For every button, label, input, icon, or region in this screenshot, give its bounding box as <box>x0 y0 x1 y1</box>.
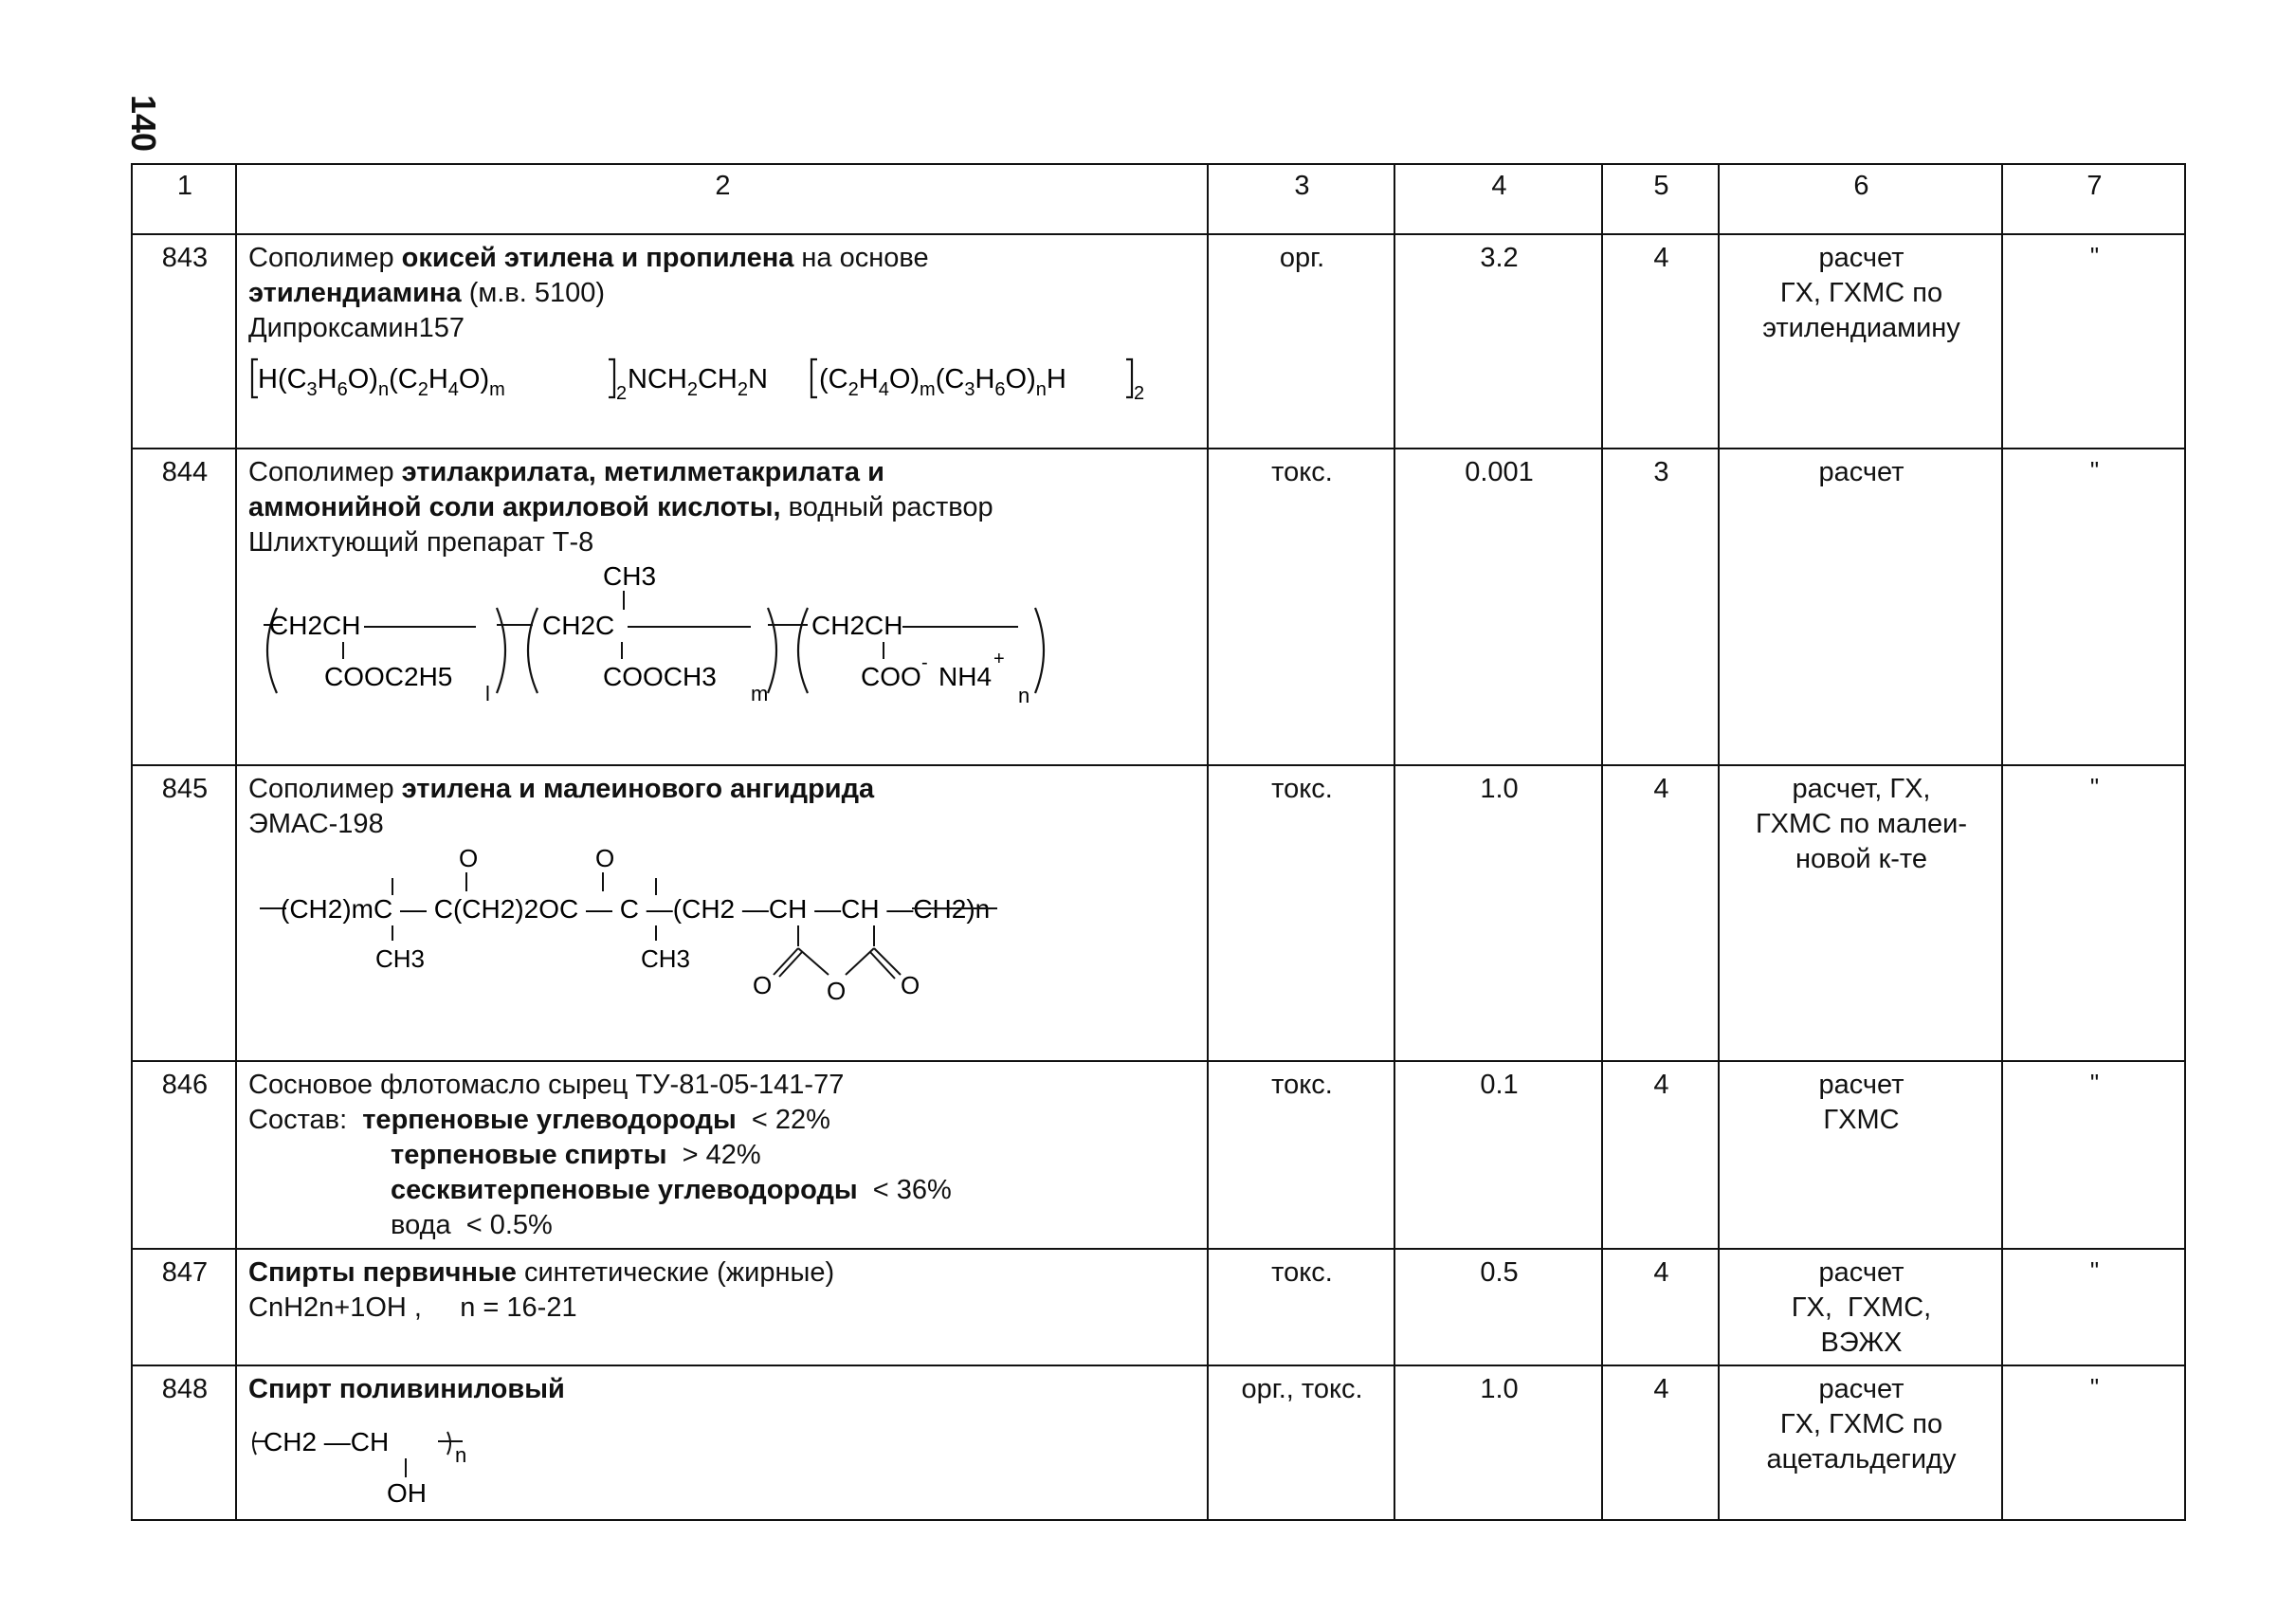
svg-text:2: 2 <box>616 383 628 405</box>
svg-text:O: O <box>753 971 773 1000</box>
method-cell: расчет ГХ, ГХМС по ацетальдегиду <box>1719 1365 2002 1520</box>
method-cell: расчет ГХ, ГХМС по этилендиамину <box>1719 234 2002 449</box>
value-cell: 0.001 <box>1394 449 1602 765</box>
column-header: 4 <box>1394 164 1602 234</box>
ditto-mark: " <box>2002 1249 2185 1365</box>
svg-text:l: l <box>485 682 490 706</box>
svg-text:CH2CH: CH2CH <box>811 611 903 641</box>
value-cell: 3.2 <box>1394 234 1602 449</box>
analysis-type: токс. <box>1208 1249 1394 1365</box>
row-number: 845 <box>132 765 236 1061</box>
data-table <box>131 163 2186 1521</box>
analysis-type: токс. <box>1208 1061 1394 1249</box>
analysis-type: орг., токс. <box>1208 1365 1394 1520</box>
analysis-type: орг. <box>1208 234 1394 449</box>
svg-text:O: O <box>827 977 847 1004</box>
method-cell: расчет, ГХ, ГХМС по малеи- новой к-те <box>1719 765 2002 1061</box>
substance-description: Сополимер этилена и малеинового ангидрида ЭМАС-198 (CH2)mC — C(CH2)2OC — C —(CH2 —CH —CH —CH2)n O O CH3 CH3 O O O <box>236 765 1208 1061</box>
table-row <box>132 1249 2185 1365</box>
chemical-formula <box>248 1407 533 1506</box>
column-header: 2 <box>236 164 1208 234</box>
svg-text:O: O <box>595 844 615 873</box>
row-number: 848 <box>132 1365 236 1520</box>
column-header: 3 <box>1208 164 1394 234</box>
chemical-formula <box>248 842 1102 1003</box>
svg-text:NCH2CH2N: $NCH_2CH_2N$ <box>628 364 768 401</box>
svg-text:2: 2 <box>1134 383 1145 405</box>
header-row <box>132 164 2185 234</box>
class-cell: 4 <box>1602 1061 1719 1249</box>
table-row <box>132 765 2185 1061</box>
value-cell: 1.0 <box>1394 765 1602 1061</box>
analysis-type: токс. <box>1208 449 1394 765</box>
substance-description: Сосновое флотомасло сырец ТУ-81-05-141-77 Состав: терпеновые углеводороды < 22% терпеновые спирты > 42% сесквитерпеновые углеводороды < 36% вода < 0.5% <box>236 1061 1208 1249</box>
method-cell: расчет <box>1719 449 2002 765</box>
value-cell: 0.5 <box>1394 1249 1602 1365</box>
svg-text:COO: COO <box>861 662 921 692</box>
svg-text:H(C3H6O)n(C2H4O)m: $H(C_3H_6O)_n(C_2H_4O)_m$ <box>258 364 505 401</box>
svg-text:CH2CH: CH2CH <box>269 611 361 641</box>
svg-text:m: m <box>751 682 769 706</box>
table-row <box>132 449 2185 765</box>
page-number: 140 <box>124 95 163 153</box>
svg-text:CH2 —CH: CH2 —CH <box>264 1426 390 1456</box>
class-cell: 4 <box>1602 1365 1719 1520</box>
svg-text:(C2H4O)m(C3H6O)nH: $(C_2H_4O)_m(C_3H_6O)_nH$ <box>819 364 1066 401</box>
svg-text:CH3: CH3 <box>641 944 691 974</box>
substance-description: Спирт поливиниловый CH2 —CH n OH <box>236 1365 1208 1520</box>
column-header: 5 <box>1602 164 1719 234</box>
svg-text:(CH2)mC — C(CH2)2OC — C —(CH2: (CH2)mC — C(CH2)2OC — C —(CH2 —CH —CH —CH2)n <box>281 894 991 925</box>
ditto-mark: " <box>2002 449 2185 765</box>
table-row <box>132 234 2185 449</box>
svg-text:COOCH3: COOCH3 <box>603 662 717 692</box>
table-row <box>132 1061 2185 1249</box>
method-cell: расчет ГХ, ГХМС, ВЭЖХ <box>1719 1249 2002 1365</box>
substance-description: Сополимер окисей этилена и пропилена на основе этилендиамина (м.в. 5100) Дипроксамин157 $H(C_3H_6O)_n(C_2H_4O)_m$ 2 $NCH_2CH_2N$ $(C_2H_4O)_m(C_3H_6O)_nH$ 2 <box>236 234 1208 449</box>
ditto-mark: " <box>2002 1365 2185 1520</box>
ditto-mark: " <box>2002 234 2185 449</box>
value-cell: 1.0 <box>1394 1365 1602 1520</box>
substance-description: Сополимер этилакрилата, метилметакрилата и аммонийной соли акриловой кислоты, водный раствор Шлихтующий препарат Т-8 CH2CH COOC2H5 l CH2C CH3 COOCH3 m CH2CH COO - NH4 + n <box>236 449 1208 765</box>
svg-text:n: n <box>455 1442 467 1467</box>
row-number: 846 <box>132 1061 236 1249</box>
column-header: 7 <box>2002 164 2185 234</box>
table-row <box>132 1365 2185 1520</box>
svg-text:+: + <box>993 649 1005 670</box>
svg-text:OH: OH <box>387 1477 427 1506</box>
svg-text:NH4: NH4 <box>938 662 993 692</box>
class-cell: 4 <box>1602 765 1719 1061</box>
row-number: 847 <box>132 1249 236 1365</box>
ditto-mark: " <box>2002 765 2185 1061</box>
column-header: 6 <box>1719 164 2002 234</box>
chemical-formula <box>248 560 1102 722</box>
svg-text:CH3: CH3 <box>375 944 426 974</box>
svg-text:COOC2H5: COOC2H5 <box>324 662 453 692</box>
substance-description: Спирты первичные синтетические (жирные) CnH2n+1OH , n = 16-21 <box>236 1249 1208 1365</box>
column-header: 1 <box>132 164 236 234</box>
class-cell: 3 <box>1602 449 1719 765</box>
svg-text:O: O <box>901 971 920 1000</box>
value-cell: 0.1 <box>1394 1061 1602 1249</box>
svg-text:O: O <box>459 844 479 873</box>
analysis-type: токс. <box>1208 765 1394 1061</box>
row-number: 843 <box>132 234 236 449</box>
method-cell: расчет ГХМС <box>1719 1061 2002 1249</box>
ditto-mark: " <box>2002 1061 2185 1249</box>
svg-text:CH3: CH3 <box>603 561 657 592</box>
class-cell: 4 <box>1602 1249 1719 1365</box>
row-number: 844 <box>132 449 236 765</box>
chemical-formula <box>248 354 1158 407</box>
svg-text:n: n <box>1018 684 1030 708</box>
svg-text:-: - <box>921 652 928 674</box>
class-cell: 4 <box>1602 234 1719 449</box>
svg-text:CH2C: CH2C <box>542 611 615 641</box>
